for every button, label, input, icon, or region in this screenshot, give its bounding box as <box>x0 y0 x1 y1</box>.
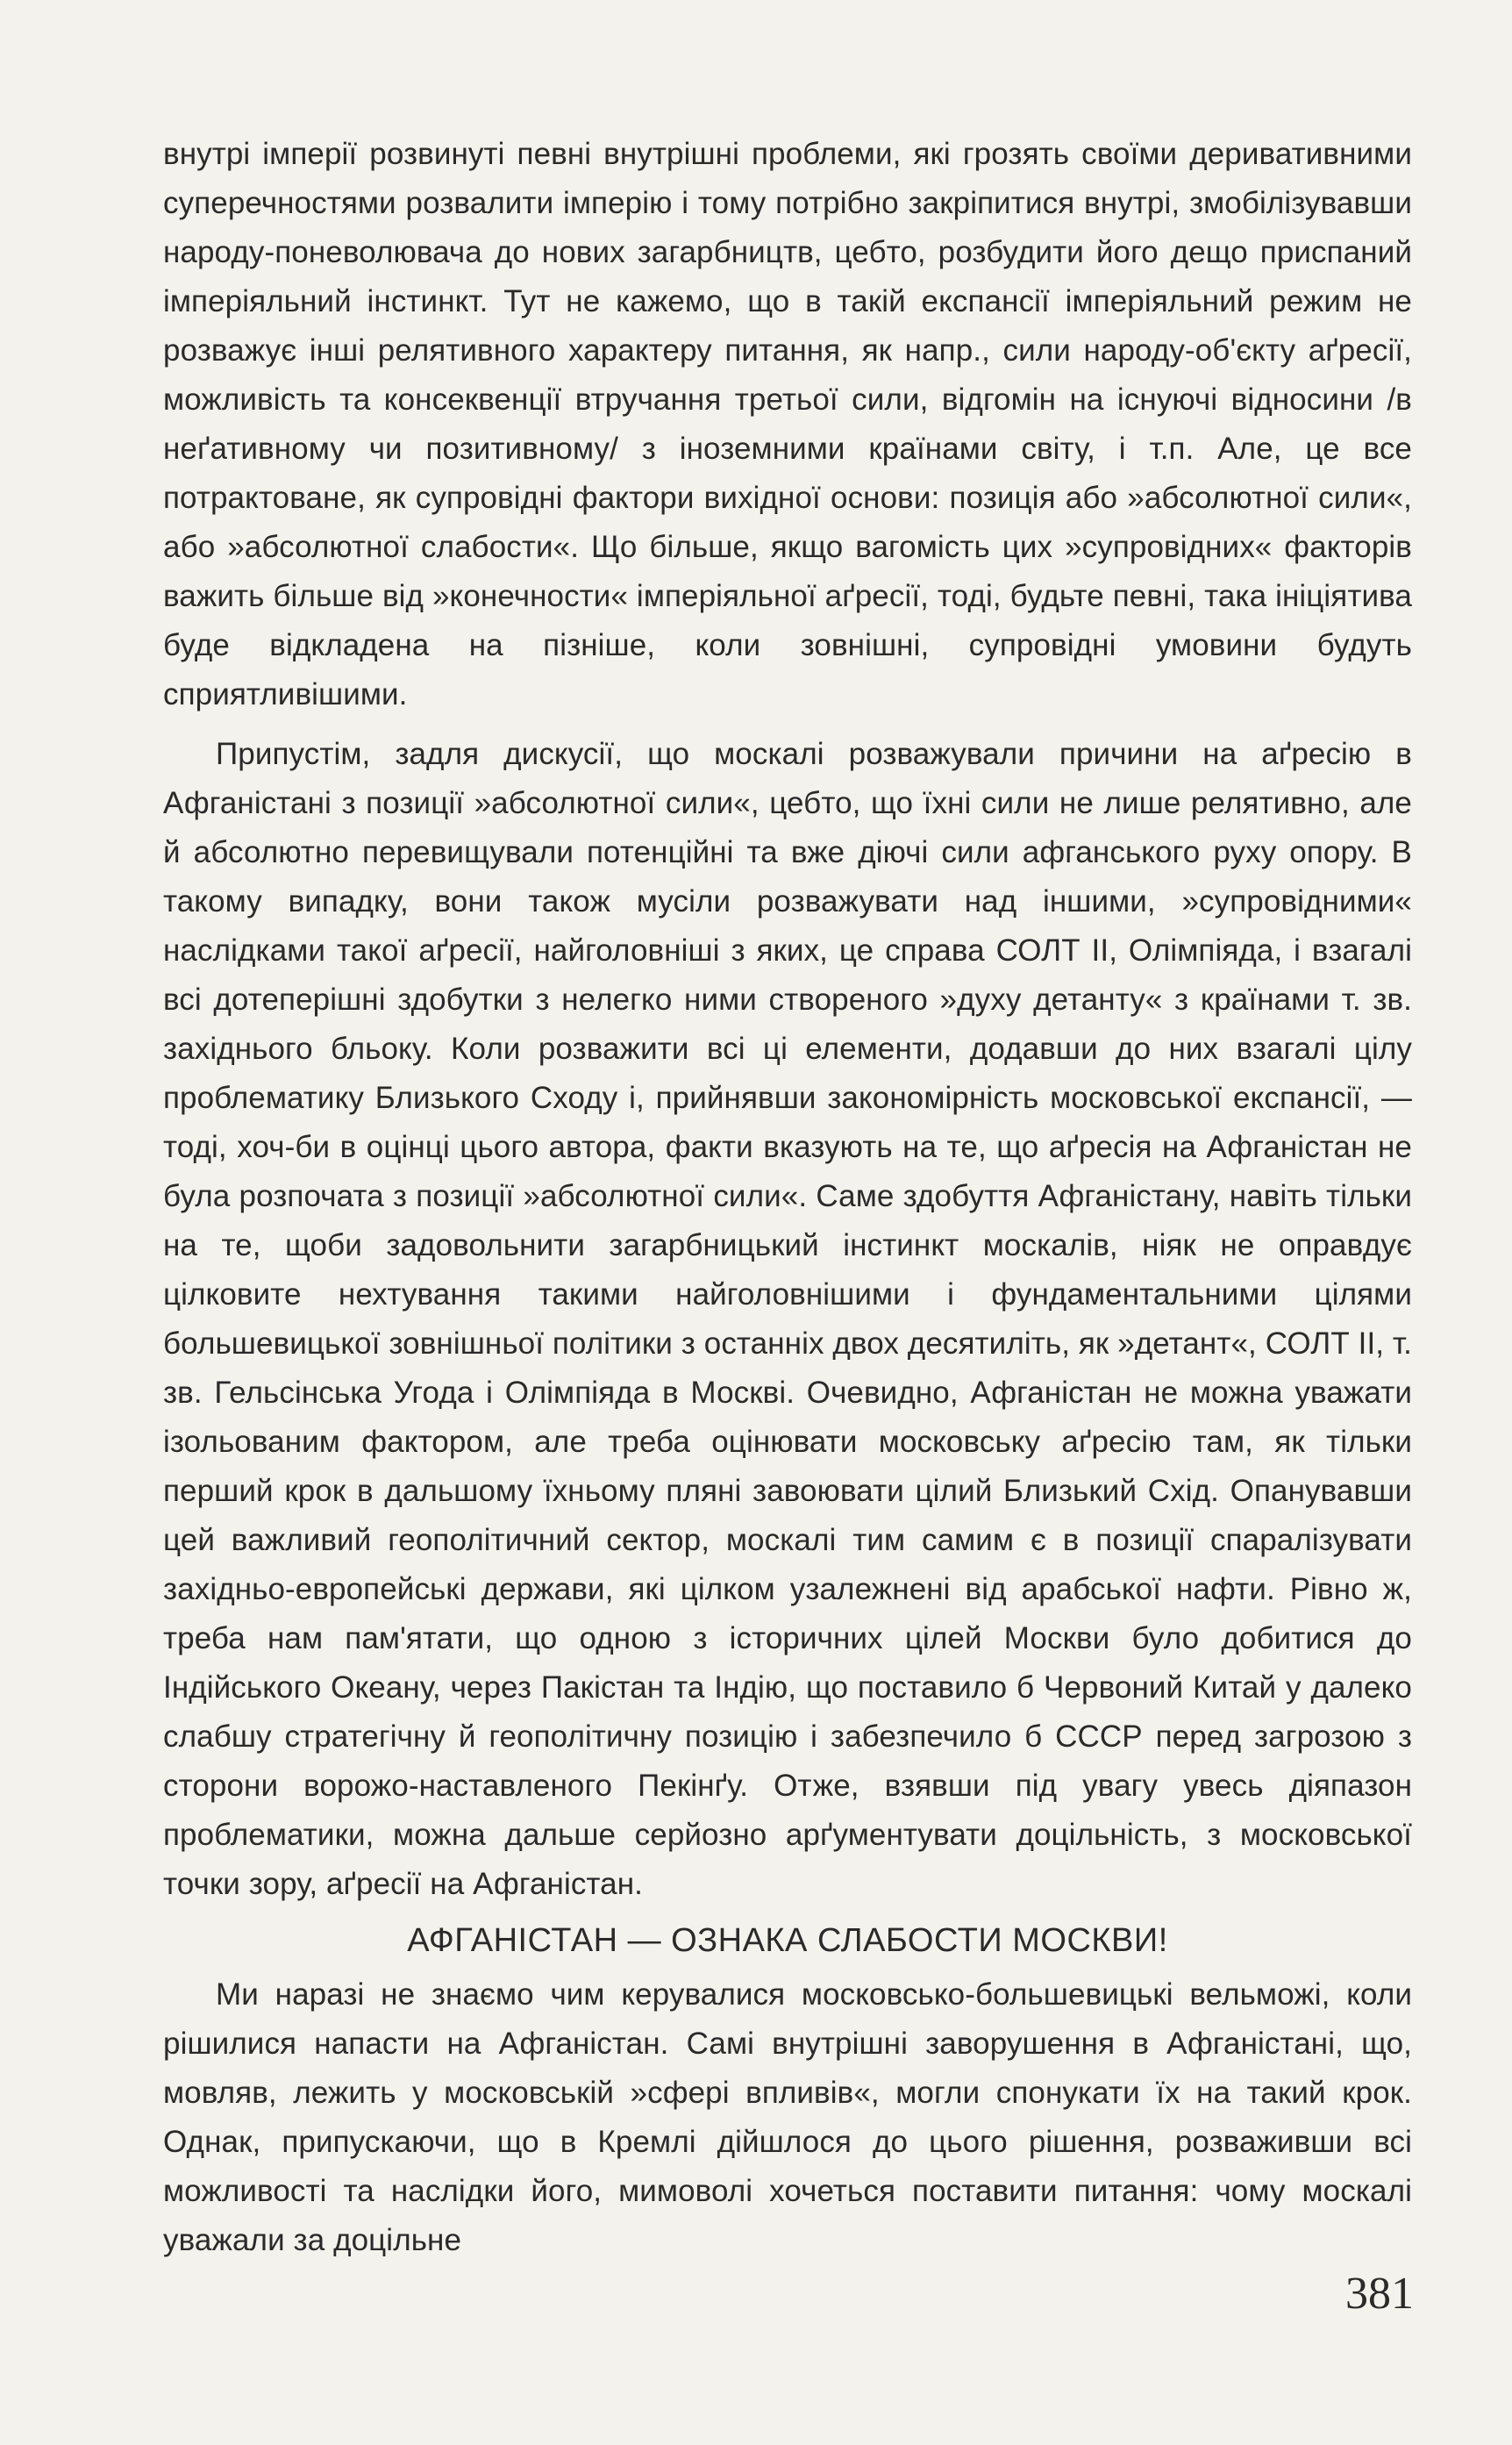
book-page-text <box>163 130 1412 2265</box>
page-number: 381 <box>1345 2269 1414 2319</box>
paragraph-discussion: Припустім, задля дискусії, що москалі розважували причини на аґресію в Афганістані з позиції »абсолютної сили«, цебто, що їхні сили не лише релятивно, але й абсолютно перевищували потенційні та вже діючі сили афганського руху опору. В такому випадку, вони також мусіли розважувати над іншими, »супровідними« наслідками такої аґресії, найголовніші з яких, це справа СОЛТ ІІ, Олімпіяда, і взагалі всі дотеперішні здобутки з нелегко ними створеного »духу детанту« з країнами т. зв. західнього бльоку. Коли розважити всі ці елементи, додавши до них взагалі цілу проблематику Близького Сходу і, прийнявши закономірність московської експансії, — тоді, хоч-би в оцінці цього автора, факти вказують на те, що аґресія на Афганістан не була розпочата з позиції »абсолютної сили«. Саме здобуття Афганістану, навіть тільки на те, щоби задовольнити загарбницький інстинкт москалів, ніяк не оправдує цілковите нехтування такими найголовнішими і фундаментальними цілями большевицької зовнішньої політики з останніх двох десятиліть, як »детант«, СОЛТ ІІ, т. зв. Гельсінська Угода і Олімпіяда в Москві. Очевидно, Афганістан не можна уважати ізольованим фактором, але треба оцінювати московську аґресію там, як тільки перший крок в дальшому їхньому пляні завоювати цілий Близький Схід. Опанувавши цей важливий геополітичний сектор, москалі тим самим є в позиції спаралізувати західньо-европейські держави, які цілком узалежнені від арабської нафти. Рівно ж, треба нам пам'ятати, що одною з історичних цілей Москви було добитися до Індійського Океану, через Пакістан та Індію, що поставило б Червоний Китай у далеко слабшу стратегічну й геополітичну позицію і забезпечило б СССР перед загрозою з сторони ворожо-наставленого Пекінґу. Отже, взявши під увагу увесь діяпазон проблематики, можна дальше серйозно арґументувати доцільність, з московської точки зору, аґресії на Афганістан. <box>163 737 1412 1901</box>
section-heading: АФГАНІСТАН — ОЗНАКА СЛАБОСТИ МОСКВИ! <box>407 1922 1168 1959</box>
paragraph-intro: внутрі імперії розвинуті певні внутрішні проблеми, які грозять своїми деривативними суперечностями розвалити імперію і тому потрібно закріпитися внутрі, змобілізувавши народу-поневолювача до нових загарбництв, цебто, розбудити його дещо приспаний імперіяльний інстинкт. Тут не кажемо, що в такій експансії імперіяльний режим не розважує інші релятивного характеру питання, як напр., сили народу-об'єкту аґресії, можливість та консеквенції втручання третьої сили, відгомін на існуючі відносини /в неґативному чи позитивному/ з іноземними країнами світу, і т.п. Але, це все потрактоване, як супровідні фактори вихідної основи: позиція або »абсолютної сили«, або »абсолютної слабости«. Що більше, якщо вагомість цих »супровідних« факторів важить більше від »конечности« імперіяльної аґресії, тоді, будьте певні, така ініціятива буде відкладена на пізніше, коли зовнішні, супровідні умовини будуть сприятливішими. <box>163 137 1412 711</box>
paragraph-section-start: Ми наразі не знаємо чим керувалися московсько-большевицькі вельможі, коли рішилися напасти на Афганістан. Самі внутрішні заворушення в Афганістані, що, мовляв, лежить у московській »сфері впливів«, могли спонукати їх на такий крок. Однак, припускаючи, що в Кремлі дійшлося до цього рішення, розваживши всі можливості та наслідки його, мимоволі хочеться поставити питання: чому москалі уважали за доцільне <box>163 1977 1412 2257</box>
